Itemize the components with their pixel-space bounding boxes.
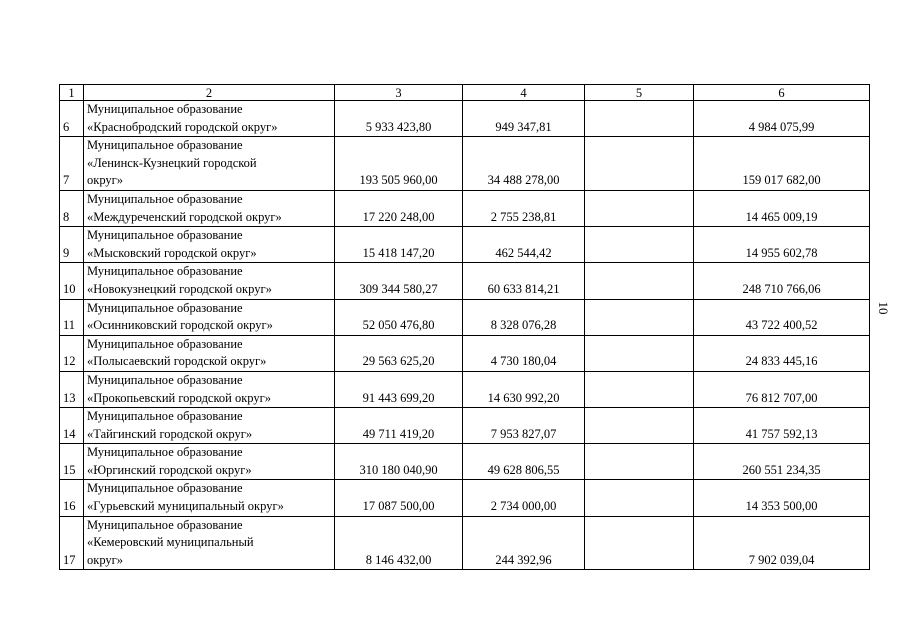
municipality-name-line: «Кемеровский муниципальный [87, 535, 254, 550]
municipality-name-line: «Мысковский городской округ» [87, 245, 257, 260]
amount-column-6: 24 833 445,16 [694, 335, 870, 371]
municipality-name-line: «Юргинский городской округ» [87, 462, 252, 477]
amount-column-5 [585, 516, 694, 570]
column-number-row [60, 85, 870, 101]
table-row [60, 516, 870, 570]
municipality-name-line: Муниципальное образование [87, 102, 243, 116]
table-row [60, 190, 870, 226]
amount-column-5 [585, 299, 694, 335]
column-header-5: 5 [585, 85, 694, 101]
amount-column-3: 310 180 040,90 [335, 444, 463, 480]
budget-table-body [60, 85, 870, 570]
municipality-name-line: «Осинниковский городской округ» [87, 318, 273, 333]
row-number: 10 [60, 263, 84, 299]
amount-column-5 [585, 444, 694, 480]
municipality-name-line: Муниципальное образование [87, 264, 243, 279]
amount-column-5 [585, 227, 694, 263]
municipality-name-line: «Новокузнецкий городской округ» [87, 281, 272, 296]
amount-column-6: 14 465 009,19 [694, 190, 870, 226]
municipality-name [84, 299, 335, 335]
municipality-name [84, 190, 335, 226]
amount-column-6: 7 902 039,04 [694, 516, 870, 570]
amount-column-3: 52 050 476,80 [335, 299, 463, 335]
row-number: 9 [60, 227, 84, 263]
table-row [60, 263, 870, 299]
row-number: 14 [60, 408, 84, 444]
amount-column-4: 2 734 000,00 [463, 480, 585, 516]
column-header-4: 4 [463, 85, 585, 101]
amount-column-3: 91 443 699,20 [335, 371, 463, 407]
column-header-6: 6 [694, 85, 870, 101]
amount-column-3: 49 711 419,20 [335, 408, 463, 444]
amount-column-5 [585, 263, 694, 299]
municipality-name-line: Муниципальное образование [87, 138, 243, 153]
municipality-name-line: Муниципальное образование [87, 372, 243, 387]
table-row [60, 335, 870, 371]
municipality-name-line: округ» [87, 552, 124, 567]
page-number: 10 [876, 301, 891, 315]
table-row [60, 299, 870, 335]
amount-column-6: 4 984 075,99 [694, 101, 870, 137]
row-number: 12 [60, 335, 84, 371]
amount-column-3: 5 933 423,80 [335, 101, 463, 137]
municipality-name-line: «Междуреченский городской округ» [87, 209, 282, 224]
municipality-name [84, 408, 335, 444]
row-number: 6 [60, 101, 84, 137]
municipality-name [84, 480, 335, 516]
column-header-3: 3 [335, 85, 463, 101]
column-header-2: 2 [84, 85, 335, 101]
amount-column-4: 49 628 806,55 [463, 444, 585, 480]
municipality-name-line: «Ленинск-Кузнецкий городской [87, 155, 257, 170]
amount-column-4: 34 488 278,00 [463, 137, 585, 191]
municipality-name-line: «Прокопьевский городской округ» [87, 390, 272, 405]
amount-column-5 [585, 101, 694, 137]
amount-column-4: 14 630 992,20 [463, 371, 585, 407]
amount-column-4: 60 633 814,21 [463, 263, 585, 299]
row-number: 13 [60, 371, 84, 407]
row-number: 7 [60, 137, 84, 191]
table-row [60, 444, 870, 480]
municipality-name-line: округ» [87, 173, 124, 188]
amount-column-5 [585, 371, 694, 407]
amount-column-4: 462 544,42 [463, 227, 585, 263]
table-row [60, 227, 870, 263]
row-number: 16 [60, 480, 84, 516]
amount-column-6: 76 812 707,00 [694, 371, 870, 407]
amount-column-5 [585, 408, 694, 444]
amount-column-6: 14 955 602,78 [694, 227, 870, 263]
amount-column-3: 193 505 960,00 [335, 137, 463, 191]
municipality-name [84, 263, 335, 299]
amount-column-5 [585, 137, 694, 191]
municipality-name-line: Муниципальное образование [87, 191, 243, 206]
row-number: 15 [60, 444, 84, 480]
municipality-name [84, 335, 335, 371]
budget-table [59, 84, 870, 570]
municipality-name-line: Муниципальное образование [87, 336, 243, 351]
table-row [60, 371, 870, 407]
row-number: 17 [60, 516, 84, 570]
municipality-name-line: Муниципальное образование [87, 228, 243, 243]
municipality-name [84, 137, 335, 191]
amount-column-5 [585, 190, 694, 226]
amount-column-4: 244 392,96 [463, 516, 585, 570]
table-row [60, 480, 870, 516]
amount-column-5 [585, 335, 694, 371]
amount-column-4: 949 347,81 [463, 101, 585, 137]
amount-column-3: 8 146 432,00 [335, 516, 463, 570]
table-row [60, 101, 870, 137]
amount-column-5 [585, 480, 694, 516]
amount-column-6: 159 017 682,00 [694, 137, 870, 191]
row-number: 11 [60, 299, 84, 335]
municipality-name-line: «Полысаевский городской округ» [87, 354, 267, 369]
municipality-name [84, 444, 335, 480]
municipality-name-line: Муниципальное образование [87, 481, 243, 496]
table-row [60, 408, 870, 444]
amount-column-4: 8 328 076,28 [463, 299, 585, 335]
municipality-name [84, 227, 335, 263]
amount-column-4: 2 755 238,81 [463, 190, 585, 226]
amount-column-6: 260 551 234,35 [694, 444, 870, 480]
municipality-name-line: «Гурьевский муниципальный округ» [87, 499, 284, 514]
amount-column-6: 41 757 592,13 [694, 408, 870, 444]
column-header-1: 1 [60, 85, 84, 101]
amount-column-6: 248 710 766,06 [694, 263, 870, 299]
amount-column-6: 14 353 500,00 [694, 480, 870, 516]
municipality-name [84, 101, 335, 137]
amount-column-4: 4 730 180,04 [463, 335, 585, 371]
amount-column-3: 29 563 625,20 [335, 335, 463, 371]
amount-column-3: 17 087 500,00 [335, 480, 463, 516]
amount-column-3: 17 220 248,00 [335, 190, 463, 226]
municipality-name-line: «Краснобродский городской округ» [87, 119, 278, 134]
municipality-name-line: Муниципальное образование [87, 445, 243, 460]
row-number: 8 [60, 190, 84, 226]
municipality-name [84, 516, 335, 570]
municipality-name-line: Муниципальное образование [87, 517, 243, 532]
municipality-name-line: Муниципальное образование [87, 300, 243, 315]
amount-column-4: 7 953 827,07 [463, 408, 585, 444]
amount-column-3: 15 418 147,20 [335, 227, 463, 263]
amount-column-6: 43 722 400,52 [694, 299, 870, 335]
municipality-name-line: Муниципальное образование [87, 409, 243, 424]
municipality-name-line: «Тайгинский городской округ» [87, 426, 253, 441]
municipality-name [84, 371, 335, 407]
amount-column-3: 309 344 580,27 [335, 263, 463, 299]
table-row [60, 137, 870, 191]
